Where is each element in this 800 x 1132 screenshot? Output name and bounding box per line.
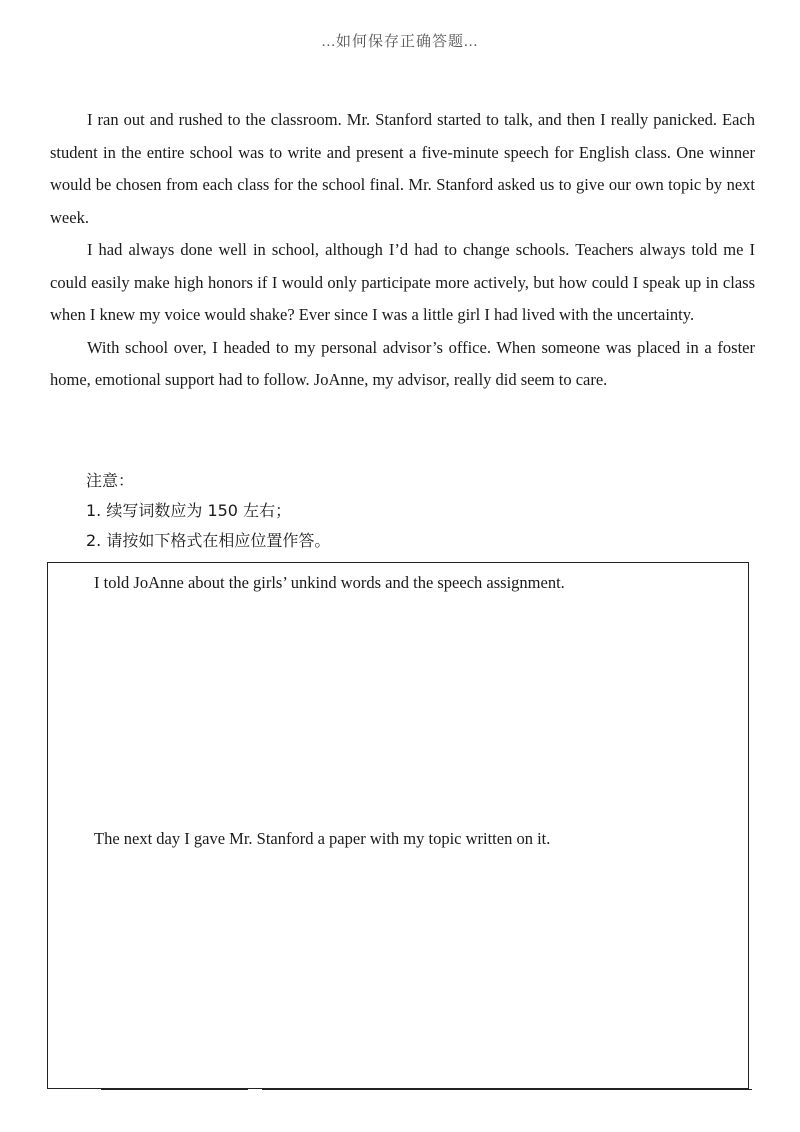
passage-paragraph-3: With school over, I headed to my personal advisor’s office. When someone was placed in a foster home, emotional support had to follow. JoAnne, my advisor, really did seem to care. <box>50 337 755 389</box>
page-header-fragment: ...如何保存正确答题... <box>321 34 479 50</box>
continuation-prompt-1: I told JoAnne about the girls’ unkind words and the speech assignment. <box>94 573 565 592</box>
passage-paragraph-2: I had always done well in school, although I’d had to change schools. Teachers always told me I could easily make high honors if I would only participate more actively, but how could I speak up in class when I knew my voice would shake? Ever since I was a little girl I had lived with the uncertainty. <box>50 240 755 324</box>
continuation-prompt-2: The next day I gave Mr. Stanford a paper with my topic written on it. <box>94 829 551 848</box>
bottom-rule-right <box>262 1089 752 1090</box>
note-item-word-count: 1. 续写词数应为 150 左右； <box>86 501 292 520</box>
note-item-answer-format: 2. 请按如下格式在相应位置作答。 <box>86 531 331 550</box>
notes-title: 注意： <box>86 471 135 490</box>
instructions-notes <box>86 466 756 556</box>
answer-writing-box[interactable] <box>47 562 749 1089</box>
passage-paragraph-1: I ran out and rushed to the classroom. Mr. Stanford started to talk, and then I really panicked. Each student in the entire school was to write and present a five-minute speech for English class. One winner would be chosen from each class for the school final. Mr. Stanford asked us to give our own topic by next week. <box>50 110 755 227</box>
reading-passage <box>50 104 755 397</box>
bottom-rule-left <box>101 1089 248 1090</box>
